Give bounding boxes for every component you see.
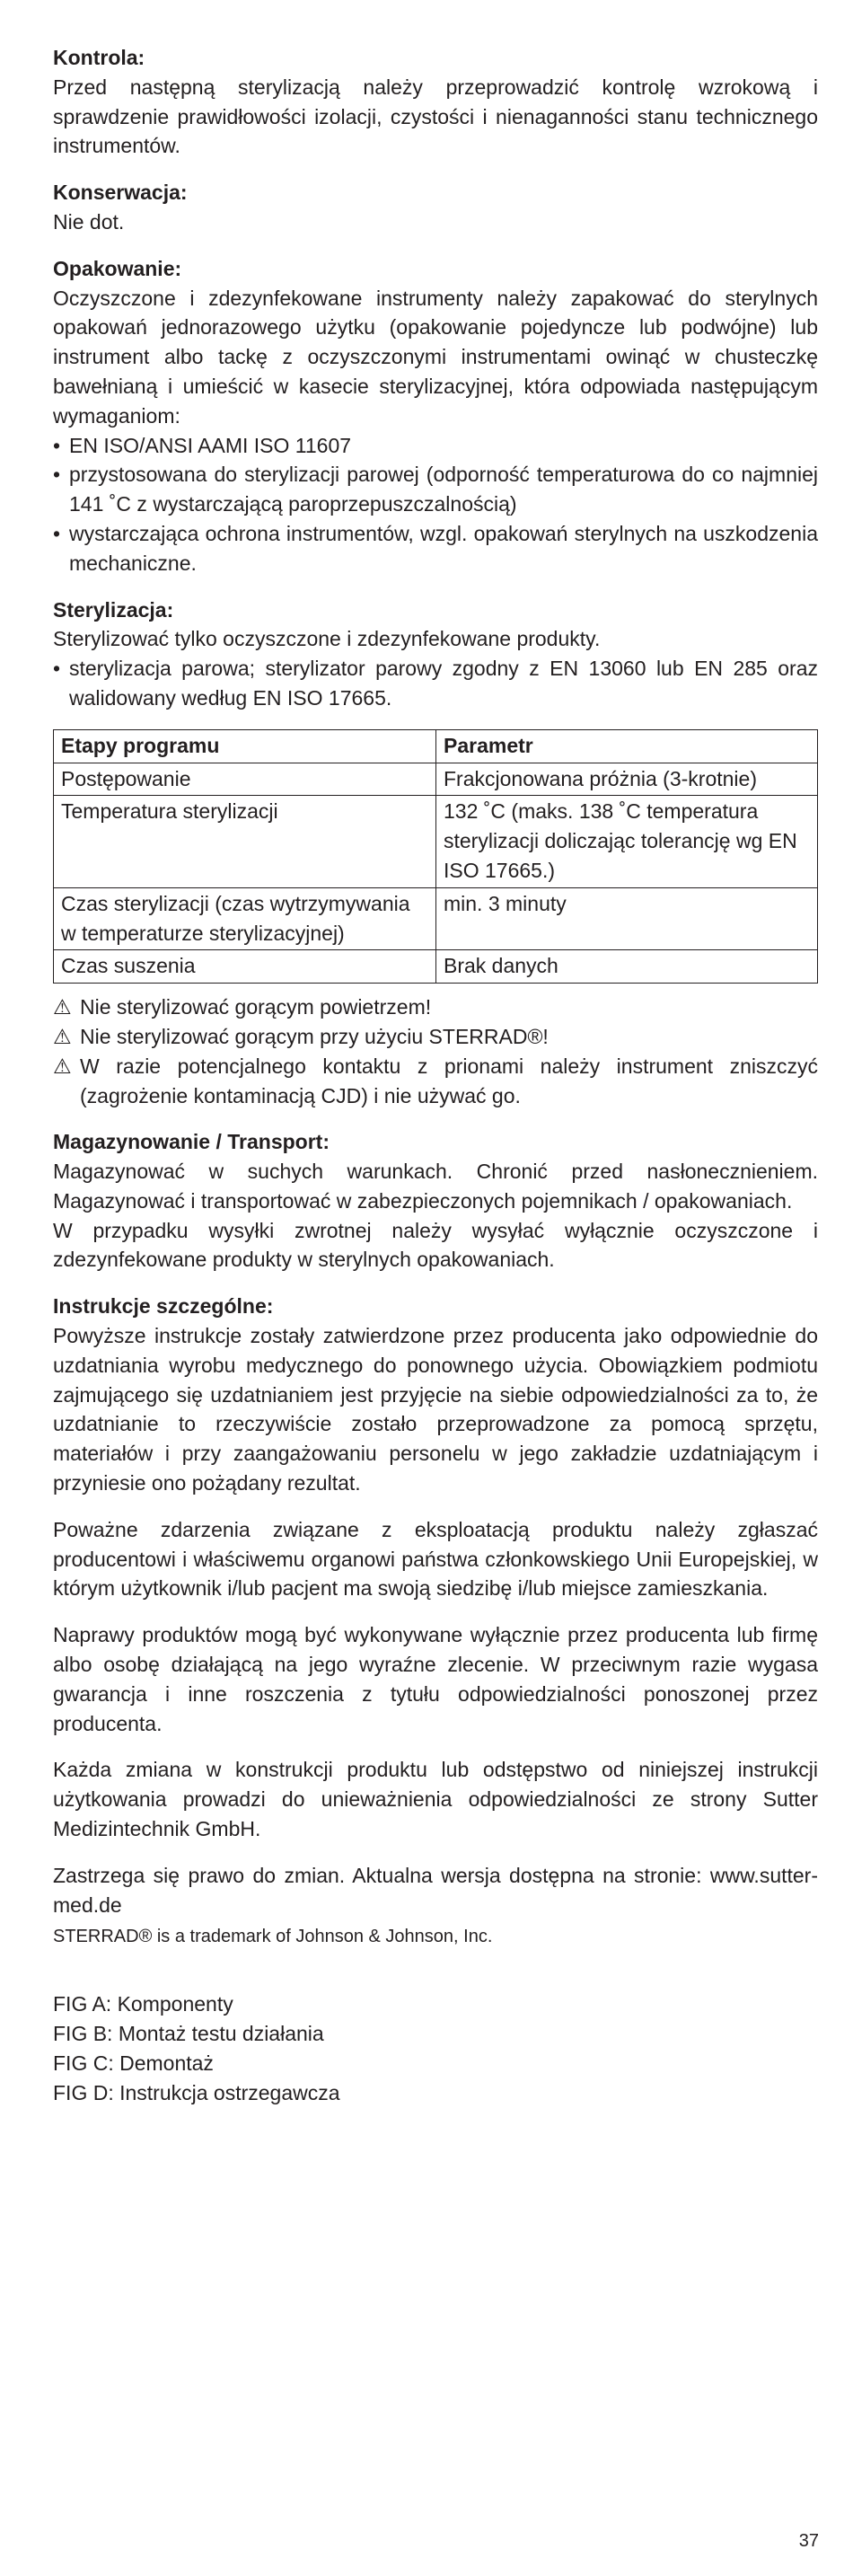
section-text: Magazynować w suchych warunkach. Chronić przed nasłonecznieniem. Magazynować i transportować w zabezpieczonych pojemnikach / opakowaniach. [53, 1160, 818, 1213]
list-item [53, 654, 818, 713]
figure-caption: FIG C: Demontaż [53, 2051, 214, 2076]
bullet-list [53, 431, 818, 578]
section-text: W przypadku wysyłki zwrotnej należy wysyłać wyłącznie oczyszczone i zdezynfekowane produkty w sterylnych opakowaniach. [53, 1218, 818, 1272]
list-item-text: sterylizacja parowa; sterylizator parowy zgodny z EN 13060 lub EN 285 oraz walidowany według EN ISO 17665. [69, 657, 818, 710]
warning-text: Nie sterylizować gorącym powietrzem! [80, 995, 432, 1019]
figure-caption: FIG D: Instrukcja ostrzegawcza [53, 2081, 340, 2105]
warning-icon: ⚠ [53, 1054, 72, 1078]
bullet-icon: • [53, 463, 61, 487]
section-text: Przed następną sterylizacją należy przeprowadzić kontrolę wzrokową i sprawdzenie prawidłowości izolacji, czystości i nienaganności stanu technicznego instrumentów. [53, 75, 818, 158]
section-heading: Sterylizacja: [53, 597, 174, 622]
column-header: Etapy programu [54, 729, 436, 763]
section-opakowanie [53, 254, 818, 578]
warning-item [53, 1022, 818, 1052]
warning-icon: ⚠ [53, 1024, 72, 1048]
section-heading: Opakowanie: [53, 256, 182, 280]
section-heading: Kontrola: [53, 46, 145, 69]
section-text: Zastrzega się prawo do zmian. Aktualna wersja dostępna na stronie: www.sutter-med.de [53, 1863, 818, 1917]
list-item-text: przystosowana do sterylizacji parowej (odporność temperaturowa do co najmniej 141 ˚C z wystarczającą paroprzepuszczalnością) [69, 463, 818, 516]
bullet-list [53, 654, 818, 713]
figure-caption: FIG B: Montaż testu działania [53, 2022, 324, 2046]
section-heading: Magazynowanie / Transport: [53, 1130, 330, 1154]
table-row [54, 796, 818, 887]
trademark-note: STERRAD® is a trademark of Johnson & Johnson, Inc. [53, 1927, 493, 1947]
list-item-text: EN ISO/ANSI AAMI ISO 11607 [69, 433, 352, 457]
table-row [54, 887, 818, 950]
table-cell: Czas suszenia [54, 950, 436, 984]
figure-caption: FIG A: Komponenty [53, 1992, 233, 2016]
section-text: Sterylizować tylko oczyszczone i zdezynfekowane produkty. [53, 627, 601, 651]
table-cell: min. 3 minuty [436, 887, 818, 950]
section-magazynowanie [53, 1127, 818, 1275]
section-text: Każda zmiana w konstrukcji produktu lub odstępstwo od niniejszej instrukcji użytkowania prowadzi do unieważnienia odpowiedzialności ze strony Sutter Medizintechnik GmbH. [53, 1758, 818, 1841]
section-text: Oczyszczone i zdezynfekowane instrumenty należy zapakować do sterylnych opakowań jednorazowego użytku (opakowanie pojedyncze lub podwójne) lub instrument albo tackę z oczyszczonymi instrumentami owinąć w chusteczkę bawełnianą i umieścić w kasecie sterylizacyjnej, która odpowiada następującym wymaganiom: [53, 286, 818, 428]
warning-text: Nie sterylizować gorącym przy użyciu STERRAD®! [80, 1024, 549, 1048]
document-page [53, 43, 818, 2108]
table-cell: Brak danych [436, 950, 818, 984]
list-item [53, 460, 818, 519]
table-row [54, 950, 818, 984]
page-number: 37 [798, 2531, 819, 2551]
table-cell: Frakcjonowana próżnia (3-krotnie) [436, 763, 818, 796]
table-cell: Czas sterylizacji (czas wytrzymywania w temperaturze sterylizacyjnej) [54, 887, 436, 950]
table-row [54, 763, 818, 796]
warning-text: W razie potencjalnego kontaktu z prionami należy instrument zniszczyć (zagrożenie kontaminacją CJD) i nie używać go. [80, 1054, 818, 1107]
section-konserwacja [53, 178, 818, 237]
table-header-row [54, 729, 818, 763]
section-heading: Instrukcje szczególne: [53, 1294, 274, 1319]
section-instrukcje [53, 1292, 818, 1919]
section-text: Poważne zdarzenia związane z eksploatacją produktu należy zgłaszać producentowi i właściwemu organowi państwa członkowskiego Unii Europejskiej, w którym użytkownik i/lub pacjent ma swoją siedzibę i/lub miejsce zamieszkania. [53, 1517, 818, 1601]
list-item [53, 431, 818, 461]
warnings-block [53, 992, 818, 1110]
warning-icon: ⚠ [53, 995, 72, 1019]
list-item [53, 519, 818, 578]
section-sterylizacja [53, 595, 818, 713]
column-header: Parametr [436, 729, 818, 763]
bullet-icon: • [53, 657, 61, 681]
table-cell: 132 ˚C (maks. 138 ˚C temperatura sterylizacji doliczając tolerancję wg EN ISO 17665.) [436, 796, 818, 887]
bullet-icon: • [53, 521, 61, 545]
sterilization-table [53, 729, 818, 984]
section-text: Naprawy produktów mogą być wykonywane wyłącznie przez producenta lub firmę albo osobę działającą na jego wyraźne zlecenie. W przeciwnym razie wygasa gwarancja i inne roszczenia z tytułu odpowiedzialności ponoszonej przez producenta. [53, 1623, 818, 1735]
bullet-icon: • [53, 433, 61, 457]
list-item-text: wystarczająca ochrona instrumentów, wzgl. opakowań sterylnych na uszkodzenia mechaniczne. [69, 521, 818, 575]
table-cell: Postępowanie [54, 763, 436, 796]
warning-item [53, 992, 818, 1022]
section-text: Powyższe instrukcje zostały zatwierdzone przez producenta jako odpowiednie do uzdatniania wyrobu medycznego do ponownego użycia. Obowiązkiem podmiotu zajmującego się uzdatnianiem jest przyjęcie na siebie odpowiedzialności za to, że uzdatnianie to rzeczywiście zostało przeprowadzone za pomocą sprzętu, materiałów i przy zaangażowaniu personelu w jego zakładzie uzdatniającym i przyniesie ono pożądany rezultat. [53, 1324, 818, 1495]
section-kontrola [53, 43, 818, 161]
figure-list [53, 1989, 818, 2108]
warning-item [53, 1052, 818, 1111]
section-text: Nie dot. [53, 209, 125, 234]
table-cell: Temperatura sterylizacji [54, 796, 436, 887]
section-heading: Konserwacja: [53, 181, 188, 205]
